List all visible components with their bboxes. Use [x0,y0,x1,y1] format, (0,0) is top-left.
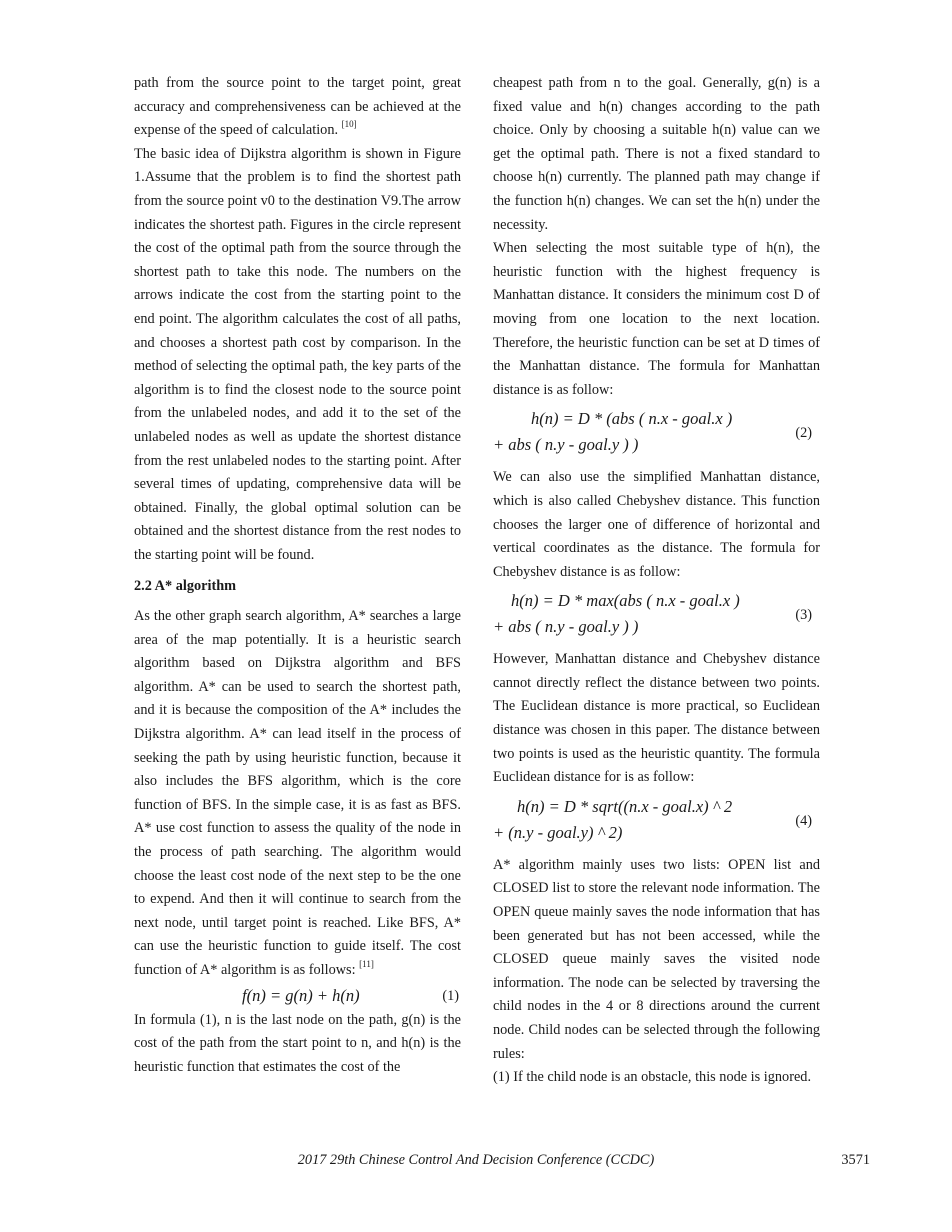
paragraph: A* algorithm mainly uses two lists: OPEN list and CLOSED list to store the relevant node information. The OPEN queue mainly saves the node information that has been generated but has not been accessed, while the CLOSED queue mainly saves the visited node information. The node can be selected by traversing the child nodes in the 4 or 8 directions around the current node. Child nodes can be selected through the following rules: [493,856,820,1062]
paragraph: (1) If the child node is an obstacle, this node is ignored. [493,1069,812,1086]
equation-number: (3) [795,607,812,624]
equation-4 [493,794,820,846]
equation-body: f(n) = g(n) + h(n) [242,985,360,1005]
equation-number: (1) [442,987,459,1004]
equation-line: + abs ( n.y - goal.y ) ) [493,435,639,455]
right-column [493,72,820,1090]
equation-2 [493,406,820,458]
paragraph: When selecting the most suitable type of h(n), the heuristic function with the highest frequency is Manhattan distance. It considers the minimum cost D of moving from one location to the next location. Therefore, the heuristic function can be set at D times of the Manhattan distance. The formula for Manhattan distance is as follow: [493,240,820,398]
equation-line: + (n.y - goal.y) ^ 2) [493,822,623,842]
equation-line: + abs ( n.y - goal.y ) ) [493,617,639,637]
section-heading: 2.2 A* algorithm [134,578,237,595]
paragraph: In formula (1), n is the last node on the path, g(n) is the cost of the path from the start point to n, and h(n) is the heuristic function that estimates the cost of the [134,1011,461,1075]
paragraph: cheapest path from n to the goal. Generally, g(n) is a fixed value and h(n) changes according to the path choice. Only by choosing a suitable h(n) value can we get the optimal path. There is not a fixed standard to choose h(n) currently. The planned path may change if the function h(n) changes. We can set the h(n) under the necessity. [493,75,820,233]
left-column [134,72,461,1079]
conference-name: 2017 29th Chinese Control And Decision Conference (CCDC) [297,1152,655,1168]
citation: [10] [341,119,357,130]
equation-line: h(n) = D * sqrt((n.x - goal.x) ^ 2 [517,796,733,816]
equation-number: (2) [795,425,812,442]
paragraph: As the other graph search algorithm, A* searches a large area of the map potentially. It is a heuristic search algorithm based on Dijkstra algorithm and BFS algorithm. A* can be used to search the shortest path, and it is because the composition of the A* includes the Dijkstra algorithm. A* can lead itself in the process of seeking the path by using heuristic function, because it also includes the BFS algorithm, which is the core function of BFS. In the simple case, it is as fast as BFS. A* use cost function to assess the quality of the node in the process of path searching. The algorithm would choose the least cost node of the next step to be the one to expend. And then it will continue to search from the next node, until target point is reached. Like BFS, A* can use the heuristic function to guide itself. The cost function of A* algorithm is as follows: [11] [134,608,461,978]
paragraph: path from the source point to the target point, great accuracy and comprehensiveness can be achieved at the expense of the speed of calculation. [10] [134,75,461,139]
equation-line: h(n) = D * (abs ( n.x - goal.x ) [531,409,733,429]
paragraph: The basic idea of Dijkstra algorithm is shown in Figure 1.Assume that the problem is to find the shortest path from the source point v0 to the destination V9.The arrow indicates the shortest path. Figures in the circle represent the cost of the optimal path from the source through the shortest path to take this node. The numbers on the arrows indicate the cost from the starting point to the end point. The algorithm calculates the cost of all paths, and chooses a shortest path cost by comparison. In the method of selecting the optimal path, the key parts of the algorithm is to find the closest node to the source point from the unlabeled nodes, and add it to the set of the unlabeled nodes as well as update the shortest distance from the rest unlabeled nodes to the starting point. After several times of updating, comprehensive data will be obtained. Finally, the global optimal solution can be obtained and the shortest distance from the rest nodes to the starting point will be found. [134,145,461,563]
citation: [11] [359,959,374,970]
paragraph: We can also use the simplified Manhattan distance, which is also called Chebyshev distance. This function chooses the larger one of difference of horizontal and vertical coordinates as the distance. The formula for Chebyshev distance is as follow: [493,469,820,580]
equation-1 [134,983,461,1009]
paragraph: However, Manhattan distance and Chebyshev distance cannot directly reflect the distance between two points. The Euclidean distance is more practical, so Euclidean distance was chosen in this paper. The distance between two points is used as the heuristic quantity. The formula Euclidean distance for is as follow: [493,651,820,786]
page-number: 3571 [841,1152,870,1168]
equation-3 [493,588,820,640]
equation-line: h(n) = D * max(abs ( n.x - goal.x ) [511,591,740,611]
equation-number: (4) [795,812,812,829]
